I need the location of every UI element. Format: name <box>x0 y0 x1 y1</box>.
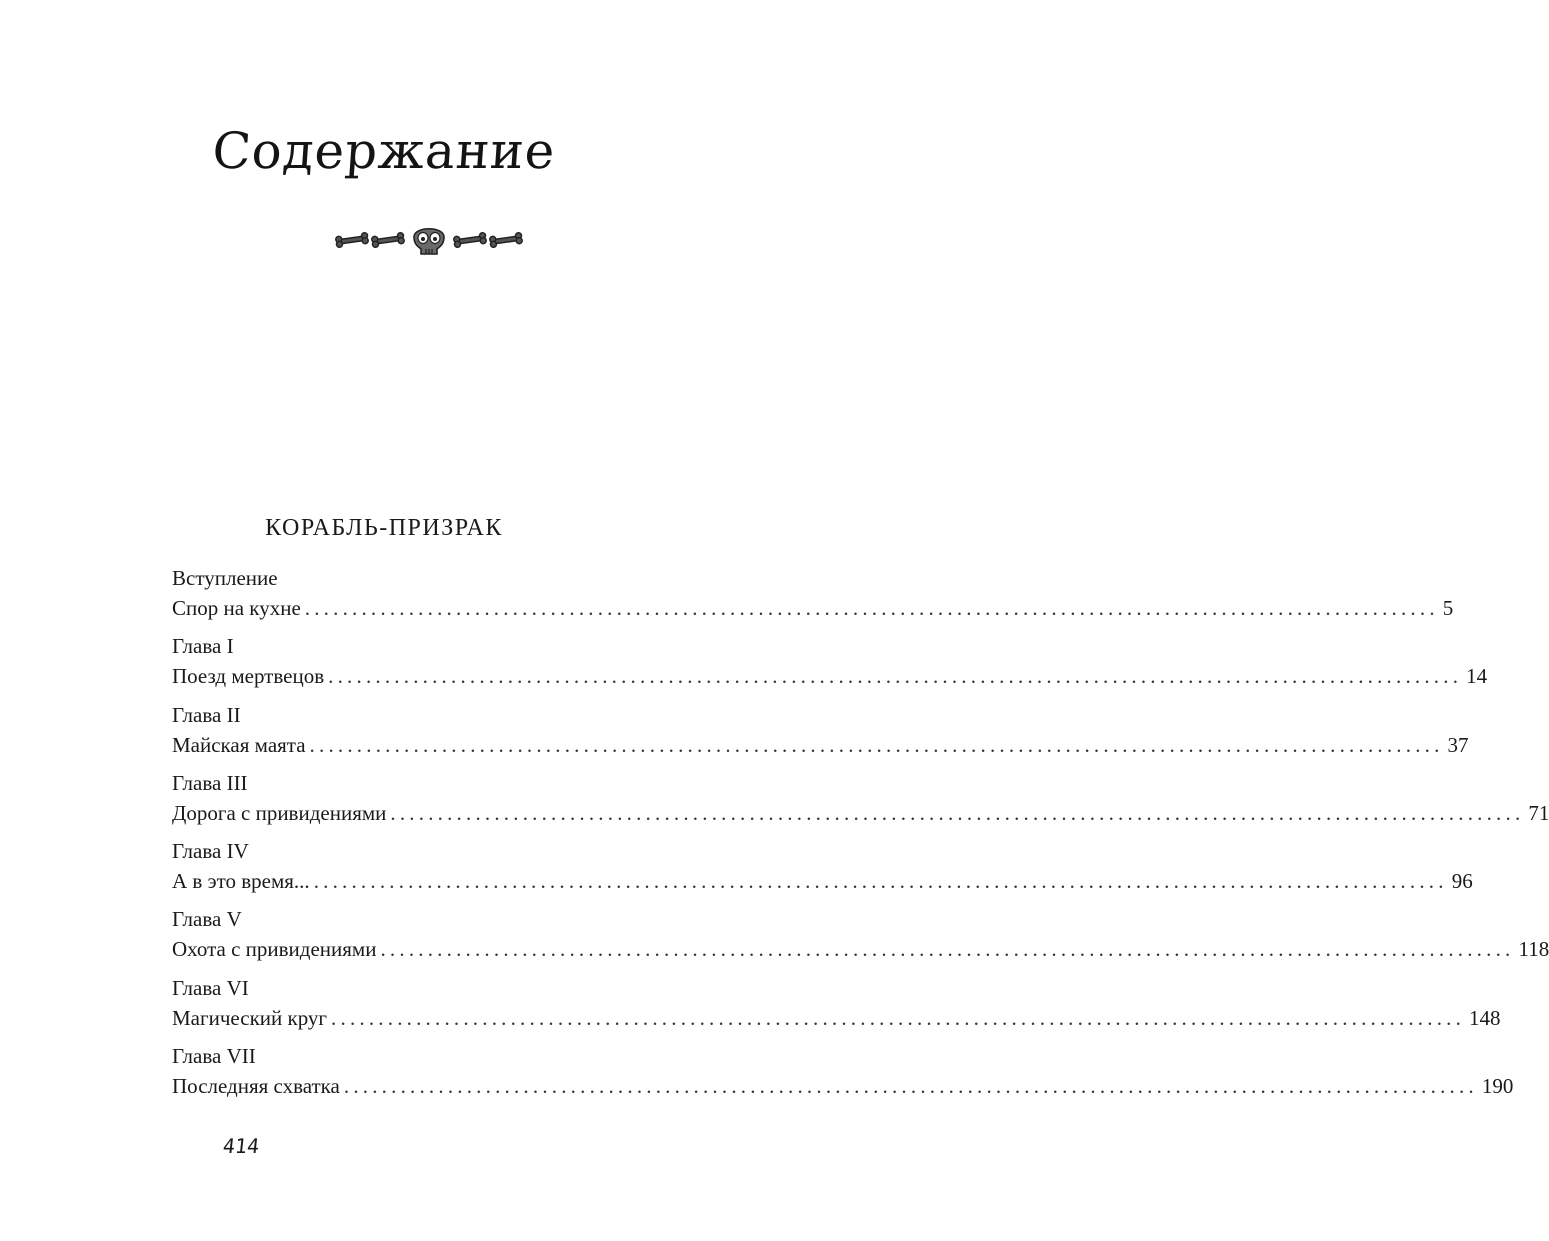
chapter-label: Глава IV <box>172 839 249 864</box>
toc-line <box>172 934 1549 964</box>
chapter-title: Дорога с привидениями <box>172 800 387 825</box>
toc-entry[interactable] <box>172 973 1501 1041</box>
chapter-label: Глава VI <box>172 975 249 1000</box>
toc-line <box>172 798 1549 828</box>
dot-leader: ........................................................................................................................ <box>380 937 1515 962</box>
dot-leader: ........................................................................................................................ <box>304 596 1439 620</box>
page-reference: 148 <box>1469 1005 1501 1030</box>
toc-line <box>172 866 1473 896</box>
toc-entry[interactable] <box>172 768 1549 836</box>
page-title: Содержание <box>210 122 558 180</box>
chapter-title: Охота с привидениями <box>172 937 377 962</box>
toc-line <box>172 593 1454 623</box>
page-reference: 14 <box>1466 664 1488 689</box>
chapter-title: Последняя схватка <box>172 1074 340 1099</box>
chapter-label: Глава II <box>172 702 241 727</box>
dot-leader: ........................................................................................................................ <box>343 1074 1478 1099</box>
page-number: 414 <box>221 1134 261 1158</box>
page-reference: 37 <box>1447 732 1469 757</box>
dot-leader: ........................................................................................................................ <box>331 1005 1466 1030</box>
chapter-title: Магический круг <box>172 1005 328 1030</box>
chapter-label: Глава III <box>172 770 248 795</box>
chapter-title: А в это время... <box>172 869 310 894</box>
page-reference: 96 <box>1451 869 1473 894</box>
toc-entry[interactable] <box>172 1041 1514 1109</box>
chapter-label: Глава I <box>172 634 234 659</box>
toc-entry[interactable] <box>172 631 1488 699</box>
dot-leader: ........................................................................................................................ <box>313 869 1448 894</box>
page-reference: 5 <box>1442 596 1454 620</box>
chapter-title: Поезд мертвецов <box>172 664 325 689</box>
toc-entry[interactable] <box>172 563 1454 631</box>
bones-and-skull-ornament-icon <box>334 222 524 258</box>
chapter-title: Спор на кухне <box>172 596 301 620</box>
toc-entry[interactable] <box>172 904 1549 972</box>
dot-leader: ........................................................................................................................ <box>328 664 1463 689</box>
toc-entry[interactable] <box>172 700 1469 768</box>
toc-line <box>172 730 1469 760</box>
page-reference: 118 <box>1518 937 1549 962</box>
page-reference: 71 <box>1528 800 1549 825</box>
page-reference: 190 <box>1481 1074 1514 1099</box>
section-title: КОРАБЛЬ-ПРИЗРАК <box>265 515 503 541</box>
toc-line <box>172 661 1488 691</box>
toc-line <box>172 1071 1514 1101</box>
table-of-contents <box>172 563 1549 1109</box>
chapter-title: Майская маята <box>172 732 306 757</box>
dot-leader: ........................................................................................................................ <box>309 732 1444 757</box>
chapter-label: Глава VII <box>172 1044 256 1069</box>
toc-line <box>172 1003 1501 1033</box>
toc-entry[interactable] <box>172 836 1473 904</box>
dot-leader: ........................................................................................................................ <box>390 800 1525 825</box>
chapter-label: Глава V <box>172 907 242 932</box>
chapter-label: Вступление <box>172 566 278 590</box>
